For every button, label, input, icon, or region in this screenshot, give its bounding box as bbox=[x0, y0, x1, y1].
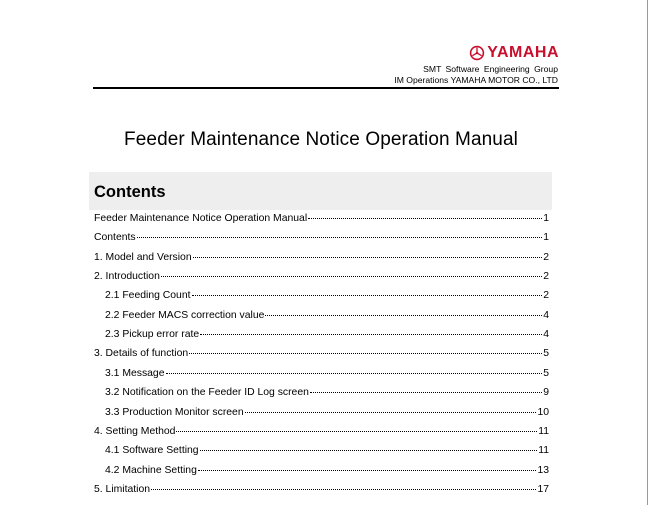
toc-dot-leader bbox=[161, 275, 542, 277]
toc-dot-leader bbox=[245, 411, 537, 413]
toc-entry-page-number: 4 bbox=[543, 329, 549, 341]
toc-dot-leader bbox=[192, 294, 543, 296]
toc-dot-leader bbox=[137, 236, 543, 238]
toc-entry-page-number: 5 bbox=[543, 367, 549, 379]
toc-dot-leader bbox=[189, 352, 542, 354]
toc-entry-label: 2.3 Pickup error rate bbox=[105, 329, 200, 341]
toc-entry-page-number: 2 bbox=[543, 251, 549, 263]
yamaha-logo bbox=[469, 45, 559, 61]
toc-entry[interactable] bbox=[105, 309, 549, 322]
toc-entry-label: 3.1 Message bbox=[105, 367, 165, 379]
toc-dot-leader bbox=[166, 372, 543, 374]
toc-entry-page-number: 4 bbox=[543, 309, 549, 321]
toc-entry-page-number: 9 bbox=[543, 387, 549, 399]
toc-entry-label: 4.2 Machine Setting bbox=[105, 464, 197, 476]
toc-dot-leader bbox=[308, 217, 542, 219]
toc-entry[interactable] bbox=[105, 328, 549, 341]
header-divider bbox=[93, 87, 559, 89]
toc-entry-label: 4. Setting Method bbox=[94, 425, 176, 437]
toc-entry-label: Contents bbox=[94, 232, 136, 244]
toc-entry-page-number: 11 bbox=[538, 425, 549, 437]
toc-entry[interactable] bbox=[94, 231, 549, 244]
yamaha-emblem-icon bbox=[469, 45, 485, 61]
org-group-name: SMT Software Engineering Group bbox=[423, 64, 558, 74]
toc-entry[interactable] bbox=[94, 212, 549, 225]
toc-dot-leader bbox=[176, 430, 537, 432]
toc-dot-leader bbox=[151, 488, 536, 490]
toc-entry-page-number: 5 bbox=[543, 348, 549, 360]
toc-dot-leader bbox=[200, 449, 538, 451]
toc-entry[interactable] bbox=[94, 483, 549, 496]
toc-entry-label: 2.2 Feeder MACS correction value bbox=[105, 309, 265, 321]
toc-entry-label: 5. Limitation bbox=[94, 483, 151, 495]
document-title: Feeder Maintenance Notice Operation Manual bbox=[124, 129, 518, 150]
toc-entry-label: 1. Model and Version bbox=[94, 251, 192, 263]
toc-entry-page-number: 17 bbox=[537, 483, 549, 495]
toc-entry[interactable] bbox=[105, 367, 549, 380]
toc-entry[interactable] bbox=[94, 270, 549, 283]
toc-entry[interactable] bbox=[105, 289, 549, 302]
toc-entry[interactable] bbox=[94, 425, 549, 438]
toc-entry-page-number: 13 bbox=[537, 464, 549, 476]
toc-entry-page-number: 10 bbox=[537, 406, 549, 418]
toc-entry-page-number: 1 bbox=[543, 232, 549, 244]
toc-dot-leader bbox=[198, 469, 537, 471]
toc-entry-label: 2.1 Feeding Count bbox=[105, 290, 191, 302]
toc-entry-label: 4.1 Software Setting bbox=[105, 445, 199, 457]
toc-dot-leader bbox=[310, 391, 542, 393]
toc-entry[interactable] bbox=[94, 347, 549, 360]
org-company-name: IM Operations YAMAHA MOTOR CO., LTD bbox=[394, 75, 558, 85]
toc-entry-page-number: 11 bbox=[538, 445, 549, 457]
toc-dot-leader bbox=[200, 333, 542, 335]
toc-entry[interactable] bbox=[105, 386, 549, 399]
contents-heading: Contents bbox=[94, 183, 166, 201]
toc-entry-page-number: 1 bbox=[543, 213, 549, 224]
toc-entry-label: 3.3 Production Monitor screen bbox=[105, 406, 244, 418]
toc-entry[interactable] bbox=[105, 406, 549, 419]
toc-entry-page-number: 2 bbox=[543, 290, 549, 302]
toc-dot-leader bbox=[265, 314, 542, 316]
toc-dot-leader bbox=[193, 256, 543, 258]
toc-entry-label: Feeder Maintenance Notice Operation Manual bbox=[94, 213, 308, 224]
brand-name: YAMAHA bbox=[487, 44, 559, 61]
toc-entry-label: 2. Introduction bbox=[94, 271, 160, 283]
toc-entry-label: 3. Details of function bbox=[94, 348, 189, 360]
toc-entry-page-number: 2 bbox=[543, 271, 549, 283]
toc-entry-label: 3.2 Notification on the Feeder ID Log screen bbox=[105, 387, 309, 399]
toc-entry[interactable] bbox=[105, 444, 549, 457]
toc-entry[interactable] bbox=[105, 464, 549, 477]
toc-entry[interactable] bbox=[94, 251, 549, 264]
